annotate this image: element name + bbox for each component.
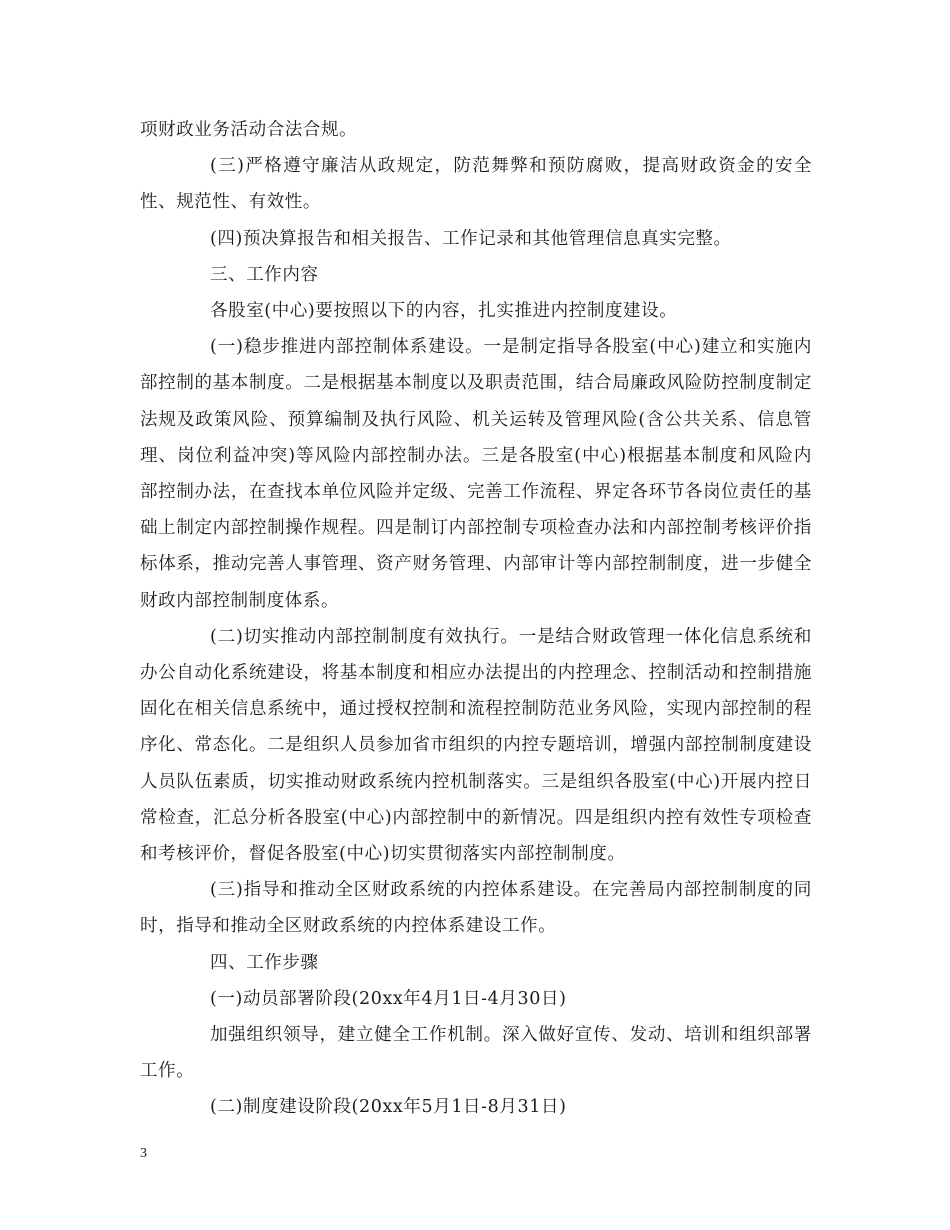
paragraph-stage-mobilization: (一)动员部署阶段(20xx年4月1日-4月30日) — [210, 988, 567, 1009]
paragraph-system-building: (一)稳步推进内部控制体系建设。一是制定指导各股室(中心)建立和实施内部控制的基本制度。二是根据基本制度以及职责范围，结合局廉政风险防控制度制定法规及政策风险、预算编制及执行风险、机关运转及管理风险(含公共关系、信息管理、岗位利益冲突)等风险内部控制办法。三是各股室(中心)根据基本制度和风险内部控制办法，在查找本单位风险并定级、完善工作流程、界定各环节各岗位责任的基础上制定内部控制操作规程。四是制订内部控制专项检查办法和内部控制考核评价指标体系，推动完善人事管理、资产财务管理、内部审计等内部控制制度，进一步健全财政内部控制制度体系。 — [140, 337, 812, 611]
paragraph-stage-mobilization-detail: 加强组织领导，建立健全工作机制。深入做好宣传、发动、培训和组织部署工作。 — [140, 1025, 812, 1082]
paragraph-continuation: 项财政业务活动合法合规。 — [140, 120, 358, 140]
section-heading-work-content: 三、工作内容 — [210, 264, 319, 285]
paragraph-item-four: (四)预决算报告和相关报告、工作记录和其他管理信息真实完整。 — [210, 228, 732, 249]
paragraph-item-three: (三)严格遵守廉洁从政规定，防范舞弊和预防腐败，提高财政资金的安全性、规范性、有效性。 — [140, 156, 812, 213]
paragraph-execution: (二)切实推动内部控制制度有效执行。一是结合财政管理一体化信息系统和办公自动化系统建设，将基本制度和相应办法提出的内控理念、控制活动和控制措施固化在相关信息系统中，通过授权控制和流程控制防范业务风险，实现内部控制的程序化、常态化。二是组织人员参加省市组织的内控专题培训，增强内部控制制度建设人员队伍素质，切实推动财政系统内控机制落实。三是组织各股室(中心)开展内控日常检查，汇总分析各股室(中心)内部控制中的新情况。四是组织内控有效性专项检查和考核评价，督促各股室(中心)切实贯彻落实内部控制制度。 — [140, 626, 812, 865]
page-number: 3 — [140, 1146, 147, 1161]
document-body — [140, 112, 812, 1126]
paragraph-intro: 各股室(中心)要按照以下的内容，扎实推进内控制度建设。 — [210, 301, 678, 322]
paragraph-guidance: (三)指导和推动全区财政系统的内控体系建设。在完善局内部控制制度的同时，指导和推动全区财政系统的内控体系建设工作。 — [140, 880, 812, 937]
section-heading-work-steps: 四、工作步骤 — [210, 952, 319, 973]
paragraph-stage-system-building: (二)制度建设阶段(20xx年5月1日-8月31日) — [210, 1097, 567, 1118]
